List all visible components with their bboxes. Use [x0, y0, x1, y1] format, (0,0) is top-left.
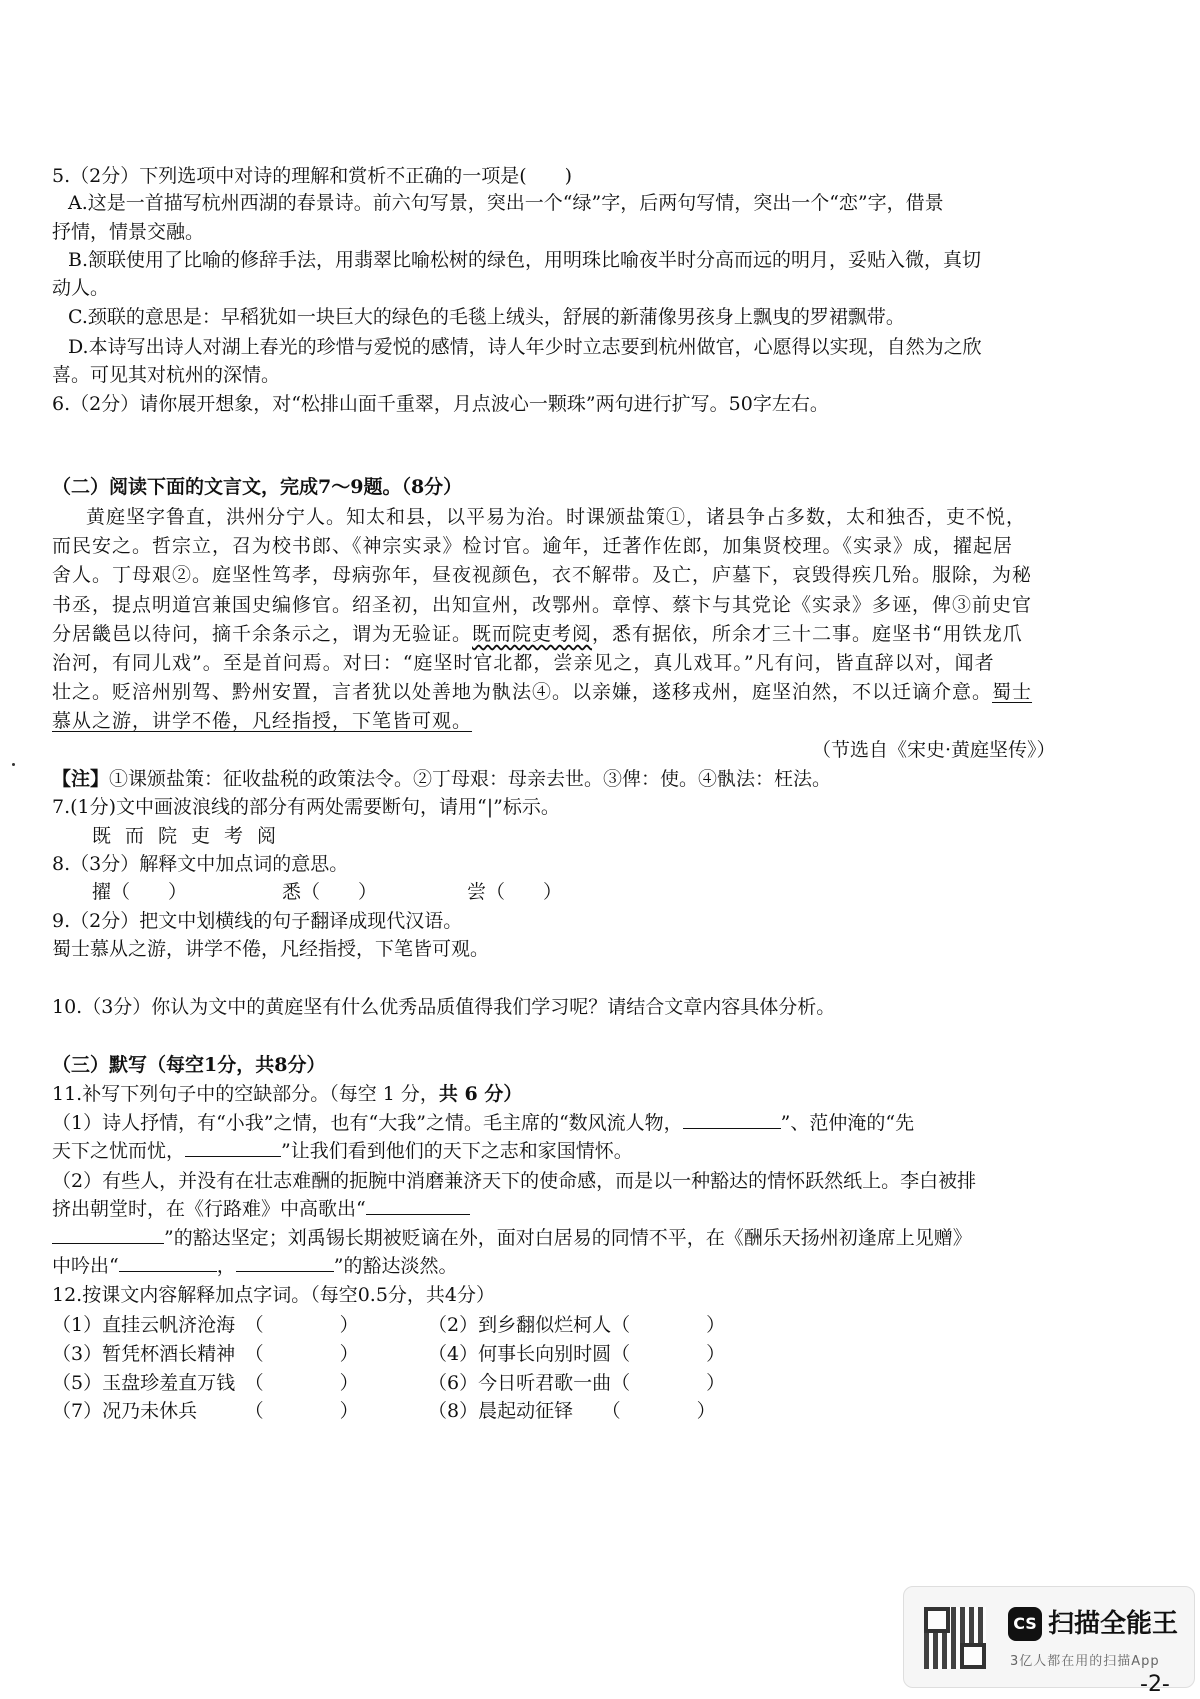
answer-blank[interactable]: [52, 1225, 164, 1244]
q8-word-1: 擢（ ）: [92, 881, 188, 903]
q8-word-3: 尝（ ）: [467, 881, 563, 903]
answer-blank[interactable]: [236, 1253, 334, 1272]
q11-2-text-d: 中吟出“: [52, 1255, 119, 1277]
q11-1-line1: [52, 1110, 914, 1136]
notes-label: 【注】: [52, 768, 110, 790]
q11-2-text-f: ”的豁达淡然。: [333, 1255, 458, 1277]
q11-stem: [52, 1081, 522, 1107]
passage-line-2: 而民安之。哲宗立，召为校书郎、《神宗实录》检讨官。逾年，迁著作佐郎，加集贤校理。《实录》成，擢起居: [52, 535, 1014, 557]
q11-1-line2: [52, 1138, 633, 1164]
q11-1-text-a: （1）诗人抒情，有“小我”之情，也有“大我”之情。毛主席的“数风流人物，: [52, 1112, 683, 1134]
q7-stem: 7.(1分)文中画波浪线的部分有两处需要断句，请用“|”标示。: [52, 796, 560, 818]
q8-word-2: 悉（ ）: [282, 881, 378, 903]
q12-item-5: （5）玉盘珍羞直万钱 （ ）: [52, 1372, 359, 1394]
passage-notes: [52, 766, 831, 792]
answer-blank[interactable]: [185, 1138, 281, 1157]
q12-item-2: （2）到乡翻似烂柯人（ ）: [428, 1314, 726, 1336]
q12-item-7: （7）况乃未休兵 （ ）: [52, 1400, 359, 1422]
camscanner-logo-icon: CS: [1008, 1607, 1042, 1641]
q5-option-a-line1: A.这是一首描写杭州西湖的春景诗。前六句写景，突出一个“绿”字，后两句写情，突出一个“恋”字，借景: [68, 192, 944, 214]
q5-option-d-line1: D.本诗写出诗人对湖上春光的珍惜与爱悦的感情，诗人年少时立志要到杭州做官，心愿得以实现，自然为之欣: [68, 336, 982, 358]
q10-stem: 10.（3分）你认为文中的黄庭坚有什么优秀品质值得我们学习呢？请结合文章内容具体分析。: [52, 996, 836, 1018]
q7-characters: 既而院吏考阅: [92, 825, 291, 847]
passage-source: （节选自《宋史·黄庭坚传》）: [812, 739, 1056, 761]
section3-heading: （三）默写（每空1分，共8分）: [52, 1054, 326, 1076]
wavy-underlined-phrase: 既而院吏考阅: [472, 623, 593, 645]
q5-option-d-line2: 喜。可见其对杭州的深情。: [52, 364, 281, 386]
section2-heading: （二）阅读下面的文言文，完成7～9题。（8分）: [52, 476, 463, 498]
q5-option-b-line2: 动人。: [52, 277, 110, 299]
q11-1-text-b: ”、范仲淹的“先: [780, 1112, 915, 1134]
q11-1-text-c: 天下之忧而忧，: [52, 1140, 186, 1162]
passage-line-1: 黄庭坚字鲁直，洪州分宁人。知太和县，以平易为治。时课颁盐策①，诸县争占多数，太和独否，吏不悦，: [86, 506, 1027, 528]
underlined-sentence-end: 慕从之游，讲学不倦，凡经指授，下笔皆可观。: [52, 710, 473, 732]
q12-item-1: （1）直挂云帆济沧海 （ ）: [52, 1314, 359, 1336]
passage-line-4: 书丞，提点明道宫兼国史编修官。绍圣初，出知宣州，改鄂州。章惇、蔡卞与其党论《实录》多诬，俾③前史官: [52, 594, 1033, 616]
passage-line-7: [52, 679, 1032, 705]
q5-option-c: C.颈联的意思是：早稻犹如一块巨大的绿色的毛毯上绒头，舒展的新蒲像男孩身上飘曳的罗裙飘带。: [68, 306, 905, 328]
q12-item-3: （3）暂凭杯酒长精神 （ ）: [52, 1343, 359, 1365]
answer-blank[interactable]: [683, 1110, 781, 1129]
q11-1-text-d: ”让我们看到他们的天下之志和家国情怀。: [281, 1140, 633, 1162]
underlined-sentence-start: 蜀士: [992, 681, 1033, 703]
q11-2-line2: [52, 1196, 470, 1222]
notes-text: ①课颁盐策：征收盐税的政策法令。②丁母艰：母亲去世。③俾：使。④骫法：枉法。: [109, 768, 832, 790]
q11-stem-b: 共 6 分）: [438, 1083, 523, 1105]
q11-2-text-e: ，: [216, 1255, 236, 1277]
scan-speck: [12, 763, 15, 766]
q11-2-text-c: ”的豁达坚定；刘禹锡长期被贬谪在外，面对白居易的同情不平，在《酬乐天扬州初逢席上见赠》: [164, 1227, 972, 1249]
q11-2-line4: [52, 1253, 457, 1279]
watermark-subtitle: 3亿人都在用的扫描App: [1010, 1654, 1160, 1669]
passage-line-5-c: ，悉有据依，所余才三十二事。庭坚书“用铁龙爪: [592, 623, 1023, 645]
q9-sentence: 蜀士慕从之游，讲学不倦，凡经指授，下笔皆可观。: [52, 938, 490, 960]
answer-blank[interactable]: [366, 1196, 470, 1215]
passage-line-5-a: 分居畿邑以待问，摘千余条示之，谓为无验证。: [52, 623, 473, 645]
q9-stem: 9.（2分）把文中划横线的句子翻译成现代汉语。: [52, 910, 463, 932]
q12-item-8: （8）晨起动征铎 （ ）: [428, 1400, 716, 1422]
q12-item-6: （6）今日听君歌一曲（ ）: [428, 1372, 726, 1394]
q11-stem-a: 11.补写下列句子中的空缺部分。（每空 1 分，: [52, 1083, 439, 1105]
watermark-title: 扫描全能王: [1048, 1609, 1179, 1639]
q8-stem: 8.（3分）解释文中加点词的意思。: [52, 853, 349, 875]
q11-2-text-b: 挤出朝堂时，在《行路难》中高歌出“: [52, 1198, 366, 1220]
passage-line-7-a: 壮之。贬涪州别驾、黔州安置，言者犹以处善地为骫法④。以亲嫌，遂移戎州，庭坚泊然，不以迁谪介意。: [52, 681, 993, 703]
q11-2-line1: （2）有些人，并没有在壮志难酬的扼腕中消磨兼济天下的使命感，而是以一种豁达的情怀跃然纸上。李白被排: [52, 1170, 977, 1192]
q5-stem: 5.（2分）下列选项中对诗的理解和赏析不正确的一项是( ): [52, 165, 573, 187]
q11-2-line3: [52, 1225, 972, 1251]
q5-option-b-line1: B.颔联使用了比喻的修辞手法，用翡翠比喻松树的绿色，用明珠比喻夜半时分高而远的明月，妥贴入微，真切: [68, 249, 982, 271]
q5-option-a-line2: 抒情，情景交融。: [52, 221, 205, 243]
passage-line-6: 治河，有同儿戏”。至是首问焉。对曰：“庭坚时官北都，尝亲见之，真儿戏耳。”凡有问，皆直辞以对，闻者: [52, 652, 995, 674]
q12-item-4: （4）何事长向别时圆（ ）: [428, 1343, 726, 1365]
q6-stem: 6.（2分）请你展开想象，对“松排山面千重翠，月点波心一颗珠”两句进行扩写。50字左右。: [52, 393, 829, 415]
page-number: -2-: [1140, 1672, 1170, 1697]
passage-line-3: 舍人。丁母艰②。庭坚性笃孝，母病弥年，昼夜视颜色，衣不解带。及亡，庐墓下，哀毁得疾几殆。服除，为秘: [52, 564, 1033, 586]
passage-line-5: [52, 621, 1023, 647]
q12-stem: 12.按课文内容解释加点字词。（每空0.5分，共4分）: [52, 1284, 496, 1306]
qr-code-icon: [924, 1607, 986, 1669]
answer-blank[interactable]: [119, 1253, 217, 1272]
